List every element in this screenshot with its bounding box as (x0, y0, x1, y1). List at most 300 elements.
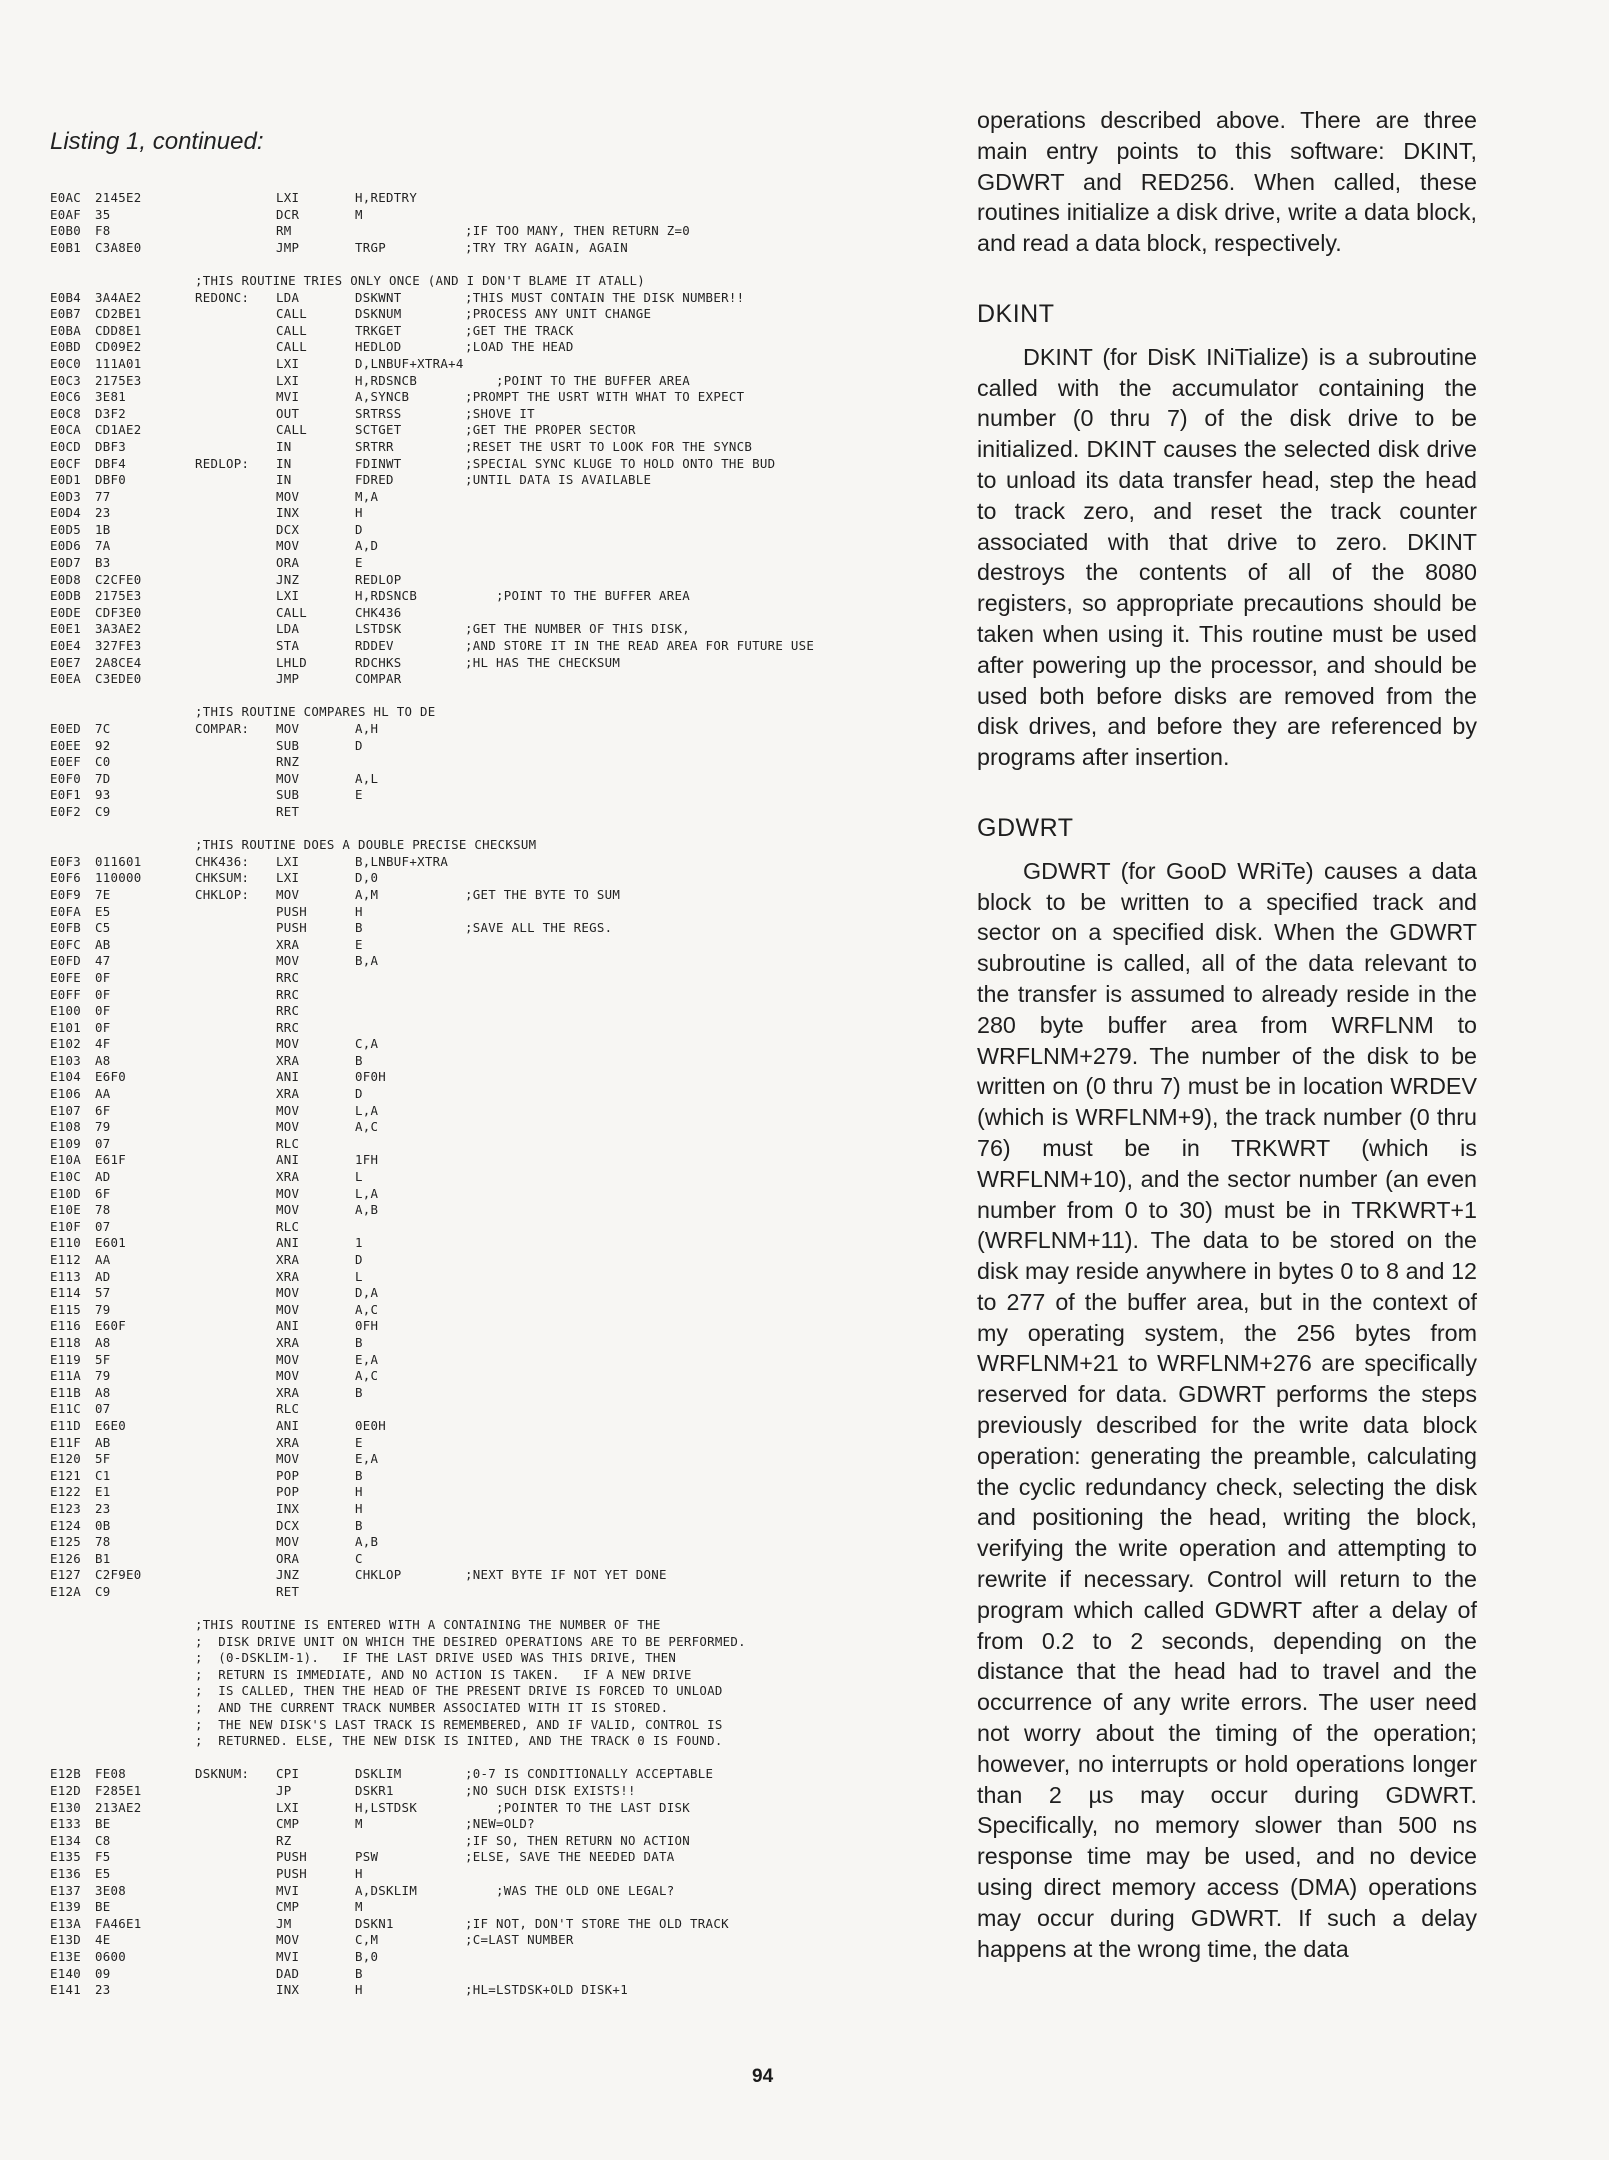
address: E10A (50, 1152, 82, 1168)
object-code: 0F (95, 969, 111, 985)
operand: TRKGET (355, 322, 402, 338)
listing-code-line (50, 655, 930, 672)
listing-code-line (50, 887, 930, 904)
comment-text: ;THIS ROUTINE COMPARES HL TO DE (195, 704, 436, 720)
address: E11C (50, 1401, 82, 1417)
comment: ;SPECIAL SYNC KLUGE TO HOLD ONTO THE BUD (465, 455, 776, 471)
opcode: ANI (276, 1069, 300, 1085)
comment: ;NO SUCH DISK EXISTS!! (465, 1783, 636, 1798)
listing-code-line (50, 1966, 930, 1983)
address: E12B (50, 1766, 82, 1782)
address: E0F6 (50, 870, 82, 886)
address: E0F9 (50, 886, 82, 902)
listing-code-line (50, 1235, 930, 1252)
address: E112 (50, 1252, 82, 1267)
label: REDONC: (195, 289, 250, 305)
comment: ;THIS MUST CONTAIN THE DISK NUMBER!! (465, 289, 745, 305)
opcode: RET (276, 1583, 300, 1599)
listing-code-line (50, 1518, 930, 1535)
operand: H,REDTRY (355, 190, 418, 205)
operand: E,A (355, 1351, 379, 1367)
address: E101 (50, 1019, 82, 1035)
opcode: MOV (276, 886, 300, 902)
object-code: 3E08 (95, 1882, 127, 1898)
operand: A,B (355, 1534, 379, 1550)
comment: ;GET THE BYTE TO SUM (465, 886, 621, 902)
opcode: LXI (276, 190, 300, 205)
opcode: POP (276, 1467, 300, 1483)
listing-code-line (50, 1169, 930, 1186)
address: E109 (50, 1135, 82, 1151)
listing-code-line (50, 223, 930, 240)
comment-text: ; RETURN IS IMMEDIATE, AND NO ACTION IS TAKEN. IF A NEW DRIVE (195, 1666, 692, 1682)
listing-code-line (50, 1020, 930, 1037)
object-code: 327FE3 (95, 638, 142, 654)
object-code: BE (95, 1899, 111, 1915)
address: E0C8 (50, 405, 82, 421)
opcode: LXI (276, 870, 300, 886)
opcode: MVI (276, 1948, 300, 1964)
address: E0C6 (50, 389, 82, 405)
object-code: A8 (95, 1052, 111, 1068)
operand: D (355, 521, 363, 537)
comment: ;IF NOT, DON'T STORE THE OLD TRACK (465, 1915, 729, 1931)
opcode: MOV (276, 721, 300, 736)
opcode: MOV (276, 1102, 300, 1118)
object-code: 92 (95, 737, 111, 753)
address: E0CD (50, 438, 82, 454)
object-code: 47 (95, 953, 111, 969)
operand: DSKLIM (355, 1766, 402, 1782)
listing-code-line (50, 1086, 930, 1103)
object-code: 93 (95, 787, 111, 803)
address: E0D1 (50, 472, 82, 488)
listing-code-line (50, 373, 930, 390)
object-code: 0600 (95, 1948, 127, 1964)
object-code: E6E0 (95, 1417, 127, 1433)
address: E0DB (50, 588, 82, 604)
comment: ;POINTER TO THE LAST DISK (465, 1799, 691, 1815)
operand: B,0 (355, 1948, 379, 1964)
operand: H,LSTDSK (355, 1799, 418, 1815)
address: E0D3 (50, 488, 82, 504)
comment: ;GET THE PROPER SECTOR (465, 422, 636, 438)
comment-text: ; THE NEW DISK'S LAST TRACK IS REMEMBERED, AND IF VALID, CONTROL IS (195, 1716, 723, 1732)
operand: PSW (355, 1849, 379, 1865)
listing-code-line (50, 389, 930, 406)
dkint-heading: DKINT (977, 299, 1055, 328)
object-code: FE08 (95, 1766, 127, 1782)
object-code: 2A8CE4 (95, 654, 142, 670)
opcode: JMP (276, 239, 300, 255)
object-code: 7A (95, 538, 111, 554)
operand: M (355, 1899, 363, 1915)
object-code: 23 (95, 505, 111, 521)
object-code: CDD8E1 (95, 322, 142, 338)
opcode: CALL (276, 339, 308, 355)
operand: H (355, 1865, 363, 1881)
listing-code-line (50, 1152, 930, 1169)
object-code: 09 (95, 1965, 111, 1981)
address: E133 (50, 1816, 82, 1832)
listing-blank-line (50, 821, 930, 838)
listing-code-line (50, 1302, 930, 1319)
comment: ;0-7 IS CONDITIONALLY ACCEPTABLE (465, 1766, 714, 1782)
listing-code-line (50, 1484, 930, 1501)
object-code: E60F (95, 1318, 127, 1334)
object-code: A8 (95, 1334, 111, 1350)
opcode: PUSH (276, 1865, 308, 1881)
dkint-paragraph: DKINT (for DisK INiTialize) is a subroutine called with the accumulator containing the number (0 thru 7) of the disk drive to be initialized. DKINT causes the selected disk drive to unload its data transfer head, step the head to track zero, and reset the track counter associated with that drive to zero. DKINT destroys the contents of all of the 8080 registers, so appropriate precautions should be taken when using it. This routine must be used after powering up the processor, and should be used both before disks are removed from the disk drives, and before they are referenced by programs after insertion. (977, 343, 1477, 771)
listing-code-line (50, 1269, 930, 1286)
address: E0ED (50, 721, 82, 736)
address: E141 (50, 1982, 82, 1998)
listing-code-line (50, 754, 930, 771)
opcode: IN (276, 438, 292, 454)
listing-code-line (50, 854, 930, 871)
opcode: JNZ (276, 571, 300, 587)
listing-comment-line (50, 1667, 930, 1684)
address: E13E (50, 1948, 82, 1964)
operand: B (355, 1384, 363, 1400)
address: E135 (50, 1849, 82, 1865)
label: COMPAR: (195, 721, 250, 736)
object-code: E6F0 (95, 1069, 127, 1085)
operand: 0E0H (355, 1417, 387, 1433)
listing-code-line (50, 472, 930, 489)
gdwrt-heading: GDWRT (977, 813, 1074, 842)
object-code: C3A8E0 (95, 239, 142, 255)
address: E116 (50, 1318, 82, 1334)
listing-code-line (50, 505, 930, 522)
opcode: INX (276, 1500, 300, 1516)
opcode: MOV (276, 1351, 300, 1367)
opcode: ANI (276, 1152, 300, 1168)
address: E0CF (50, 455, 82, 471)
object-code: 5F (95, 1351, 111, 1367)
address: E13D (50, 1932, 82, 1948)
opcode: DAD (276, 1965, 300, 1981)
listing-code-line (50, 572, 930, 589)
opcode: CMP (276, 1899, 300, 1915)
listing-code-line (50, 1352, 930, 1369)
listing-comment-line (50, 1634, 930, 1651)
opcode: MOV (276, 488, 300, 504)
intro-paragraph: operations described above. There are three main entry points to this software: DKINT, GDWRT and RED256. When called, these routines initialize a disk drive, write a data block, and read a data block, respectively. (977, 107, 1477, 257)
listing-code-line (50, 738, 930, 755)
listing-comment-line (50, 704, 930, 721)
object-code: 7E (95, 886, 111, 902)
address: E12A (50, 1583, 82, 1599)
listing-code-line (50, 1335, 930, 1352)
listing-code-line (50, 1916, 930, 1933)
address: E0F3 (50, 853, 82, 869)
opcode: STA (276, 638, 300, 654)
opcode: LXI (276, 588, 300, 604)
listing-code-line (50, 621, 930, 638)
listing-code-line (50, 1932, 930, 1949)
operand: H (355, 1500, 363, 1516)
opcode: CMP (276, 1816, 300, 1832)
comment: ;C=LAST NUMBER (465, 1932, 574, 1948)
opcode: RLC (276, 1135, 300, 1151)
comment: ;NEW=OLD? (465, 1816, 535, 1832)
comment-text: ; RETURNED. ELSE, THE NEW DISK IS INITED, AND THE TRACK 0 IS FOUND. (195, 1733, 723, 1749)
address: E130 (50, 1799, 82, 1815)
opcode: SUB (276, 737, 300, 753)
listing-blank-line (50, 256, 930, 273)
comment: ;AND STORE IT IN THE READ AREA FOR FUTURE USE (465, 638, 815, 654)
label: REDLOP: (195, 455, 250, 471)
operand: E (355, 936, 363, 952)
operand: 0F0H (355, 1069, 387, 1085)
listing-code-line (50, 1584, 930, 1601)
operand: D,0 (355, 870, 379, 886)
comment-text: ;THIS ROUTINE TRIES ONLY ONCE (AND I DON'T BLAME IT ATALL) (195, 272, 646, 288)
listing-code-line (50, 1401, 930, 1418)
address: E0E1 (50, 621, 82, 637)
opcode: ANI (276, 1235, 300, 1251)
opcode: POP (276, 1484, 300, 1500)
listing-comment-line (50, 273, 930, 290)
object-code: C1 (95, 1467, 111, 1483)
opcode: MOV (276, 1202, 300, 1218)
object-code: FA46E1 (95, 1915, 142, 1931)
address: E10F (50, 1218, 82, 1234)
object-code: E601 (95, 1235, 127, 1251)
opcode: MOV (276, 1534, 300, 1550)
opcode: CALL (276, 306, 308, 322)
listing-code-line (50, 1833, 930, 1850)
opcode: JP (276, 1783, 292, 1798)
operand: B (355, 1517, 363, 1533)
object-code: E61F (95, 1152, 127, 1168)
opcode: PUSH (276, 903, 308, 919)
object-code: 79 (95, 1119, 111, 1135)
object-code: 23 (95, 1982, 111, 1998)
comment: ;UNTIL DATA IS AVAILABLE (465, 472, 652, 488)
opcode: SUB (276, 787, 300, 803)
address: E0B7 (50, 306, 82, 322)
operand: B (355, 1334, 363, 1350)
object-code: 77 (95, 488, 111, 504)
address: E0FF (50, 986, 82, 1002)
operand: SCTGET (355, 422, 402, 438)
address: E0FA (50, 903, 82, 919)
object-code: 5F (95, 1451, 111, 1467)
operand: A,H (355, 721, 379, 736)
page-number: 94 (752, 2066, 774, 2087)
operand: B (355, 1467, 363, 1483)
listing-code-line (50, 937, 930, 954)
address: E123 (50, 1500, 82, 1516)
operand: D,A (355, 1285, 379, 1301)
object-code: D3F2 (95, 405, 127, 421)
listing-code-line (50, 1119, 930, 1136)
address: E0D8 (50, 571, 82, 587)
operand: COMPAR (355, 671, 402, 687)
object-code: 0F (95, 986, 111, 1002)
opcode: MOV (276, 1119, 300, 1135)
operand: L,A (355, 1185, 379, 1201)
listing-code-line (50, 1982, 930, 1999)
address: E0D4 (50, 505, 82, 521)
address: E0E7 (50, 654, 82, 670)
opcode: MVI (276, 389, 300, 405)
address: E0C0 (50, 355, 82, 371)
listing-code-line (50, 1567, 930, 1584)
comment: ;HL HAS THE CHECKSUM (465, 654, 621, 670)
address: E125 (50, 1534, 82, 1550)
comment-text: ;THIS ROUTINE IS ENTERED WITH A CONTAINING THE NUMBER OF THE (195, 1617, 661, 1633)
listing-code-line (50, 190, 930, 207)
address: E136 (50, 1865, 82, 1881)
address: E0FD (50, 953, 82, 969)
operand: D (355, 737, 363, 753)
operand: M,A (355, 488, 379, 504)
address: E0AC (50, 190, 82, 205)
gdwrt-paragraph: GDWRT (for GooD WRiTe) causes a data block to be written to a specified track and sector on a specified disk. When the GDWRT subroutine is called, all of the data relevant to the transfer is assumed to already reside in the 280 byte buffer area from WRFLNM to WRFLNM+279. The number of the disk to be written on (0 thru 7) must be in location WRDEV (which is WRFLNM+9), the track number (0 thru 76) must be in TRKWRT (which is WRFLNM+10), and the sector number (an even number from 0 to 30) must be in TRKWRT+1 (WRFLNM+11). The data to be stored on the disk may reside anywhere in bytes 0 to 8 and 12 to 277 of the buffer area, but in the context of my operating system, the 256 bytes from WRFLNM+21 to WRFLNM+276 are specifically reserved for data. GDWRT performs the steps previously described for the write data block operation: generating the preamble, calculating the cyclic redundancy check, selecting the disk and positioning the head, writing the block, verifying the write operation and attempting to rewrite if necessary. Control will return to the program which called GDWRT after a delay of from 0.2 to 2 seconds, depending on the distance that the head had to travel and the occurrence of any write errors. The user need not worry about the timing of the operation; however, no interrupts or hold operations longer than 2 µs may occur during GDWRT. Specifically, no memory slower than 500 ns response time may be used, and no device using direct memory access (DMA) operations may occur during GDWRT. If such a delay happens at the wrong time, the data (977, 857, 1477, 1962)
address: E0EA (50, 671, 82, 687)
listing-code-line (50, 1385, 930, 1402)
comment-text: ; DISK DRIVE UNIT ON WHICH THE DESIRED OPERATIONS ARE TO BE PERFORMED. (195, 1633, 746, 1649)
comment: ;TRY TRY AGAIN, AGAIN (465, 239, 628, 255)
opcode: DCX (276, 1517, 300, 1533)
comment: ;GET THE TRACK (465, 322, 574, 338)
listing-code-line (50, 1053, 930, 1070)
address: E10C (50, 1169, 82, 1185)
operand: D (355, 1252, 363, 1267)
listing-code-line (50, 555, 930, 572)
listing-code-line (50, 439, 930, 456)
listing-code-line (50, 1534, 930, 1551)
object-code: C9 (95, 803, 111, 819)
listing-blank-line (50, 688, 930, 705)
object-code: AD (95, 1169, 111, 1185)
object-code: C2F9E0 (95, 1567, 142, 1583)
object-code: 79 (95, 1301, 111, 1317)
operand: D,LNBUF+XTRA+4 (355, 355, 464, 371)
opcode: XRA (276, 936, 300, 952)
address: E102 (50, 1036, 82, 1052)
comment-text: ; AND THE CURRENT TRACK NUMBER ASSOCIATED WITH IT IS STORED. (195, 1700, 669, 1716)
address: E137 (50, 1882, 82, 1898)
object-code: 1B (95, 521, 111, 537)
operand: 0FH (355, 1318, 379, 1334)
object-code: F285E1 (95, 1783, 142, 1798)
article-column (977, 105, 1477, 1964)
address: E119 (50, 1351, 82, 1367)
label: CHKSUM: (195, 870, 250, 886)
address: E0AF (50, 206, 82, 222)
object-code: 6F (95, 1185, 111, 1201)
operand: SRTRR (355, 438, 394, 454)
object-code: 111A01 (95, 355, 142, 371)
opcode: XRA (276, 1169, 300, 1185)
listing-blank-line (50, 1750, 930, 1767)
label: DSKNUM: (195, 1766, 250, 1782)
listing-code-line (50, 671, 930, 688)
object-code: AA (95, 1252, 111, 1267)
listing-code-line (50, 904, 930, 921)
listing-code-line (50, 1219, 930, 1236)
operand: DSKNUM (355, 306, 402, 322)
opcode: XRA (276, 1086, 300, 1102)
operand: RDDEV (355, 638, 394, 654)
address: E134 (50, 1832, 82, 1848)
listing-title: Listing 1, continued: (50, 128, 264, 155)
operand: A,C (355, 1368, 379, 1384)
object-code: CD2BE1 (95, 306, 142, 322)
address: E124 (50, 1517, 82, 1533)
listing-code-line (50, 920, 930, 937)
opcode: RLC (276, 1218, 300, 1234)
listing-code-line (50, 1501, 930, 1518)
operand: D (355, 1086, 363, 1102)
address: E0C3 (50, 372, 82, 388)
object-code: 3A4AE2 (95, 289, 142, 305)
address: E0D5 (50, 521, 82, 537)
address: E0FC (50, 936, 82, 952)
address: E104 (50, 1069, 82, 1085)
opcode: LXI (276, 355, 300, 371)
opcode: MOV (276, 1932, 300, 1948)
comment-text: ; (0-DSKLIM-1). IF THE LAST DRIVE USED WAS THIS DRIVE, THEN (195, 1650, 677, 1666)
operand: FDINWT (355, 455, 402, 471)
opcode: MOV (276, 1185, 300, 1201)
operand: E (355, 555, 363, 571)
object-code: A8 (95, 1384, 111, 1400)
object-code: 07 (95, 1218, 111, 1234)
address: E0BD (50, 339, 82, 355)
comment-text: ; IS CALLED, THEN THE HEAD OF THE PRESENT DRIVE IS FORCED TO UNLOAD (195, 1683, 723, 1699)
address: E122 (50, 1484, 82, 1500)
listing-code-line (50, 605, 930, 622)
object-code: 0B (95, 1517, 111, 1533)
operand: E (355, 787, 363, 803)
operand: A,M (355, 886, 379, 902)
object-code: CD09E2 (95, 339, 142, 355)
address: E108 (50, 1119, 82, 1135)
address: E126 (50, 1550, 82, 1566)
listing-code-line (50, 1551, 930, 1568)
object-code: CDF3E0 (95, 604, 142, 620)
object-code: AD (95, 1268, 111, 1284)
opcode: MOV (276, 1451, 300, 1467)
listing-code-line (50, 1435, 930, 1452)
opcode: LDA (276, 621, 300, 637)
address: E11D (50, 1417, 82, 1433)
listing-code-line (50, 406, 930, 423)
opcode: MOV (276, 1368, 300, 1384)
listing-code-line (50, 1766, 930, 1783)
address: E140 (50, 1965, 82, 1981)
object-code: C3EDE0 (95, 671, 142, 687)
opcode: CPI (276, 1766, 300, 1782)
address: E100 (50, 1003, 82, 1019)
comment: ;HL=LSTDSK+OLD DISK+1 (465, 1982, 628, 1998)
operand: HEDLOD (355, 339, 402, 355)
listing-code-line (50, 1418, 930, 1435)
object-code: 0F (95, 1003, 111, 1019)
listing-blank-line (50, 1600, 930, 1617)
opcode: LHLD (276, 654, 308, 670)
object-code: 4E (95, 1932, 111, 1948)
address: E0DE (50, 604, 82, 620)
opcode: LXI (276, 1799, 300, 1815)
opcode: PUSH (276, 920, 308, 936)
opcode: CALL (276, 604, 308, 620)
